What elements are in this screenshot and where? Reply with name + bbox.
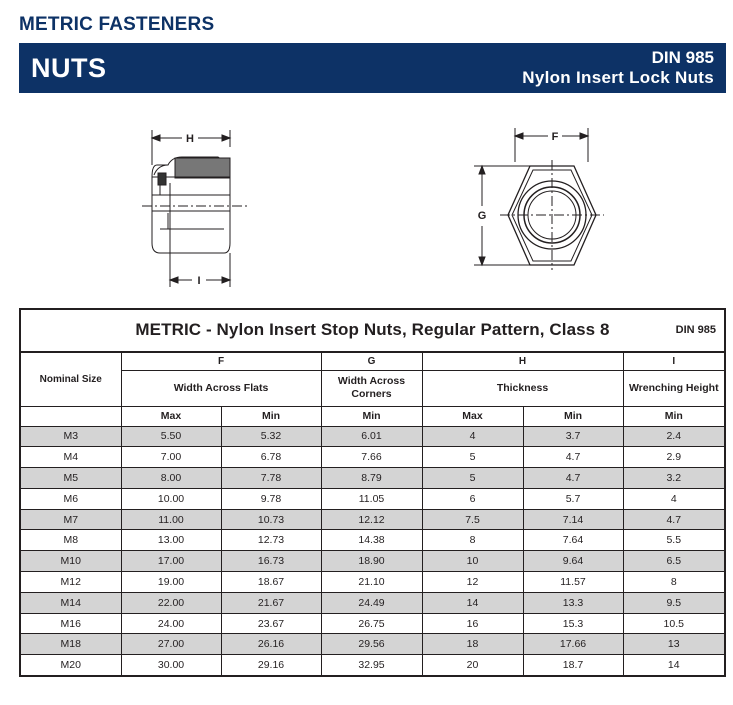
table-cell: 26.75 (321, 613, 422, 634)
table-cell: 24.00 (121, 613, 221, 634)
group-desc-width-across-corners: Width Across Corners (321, 370, 422, 406)
table-cell: 7.64 (523, 530, 623, 551)
table-cell: 29.16 (221, 655, 321, 676)
table-row (20, 509, 725, 530)
nominal-size-cell: M12 (20, 572, 121, 593)
table-cell: 5 (422, 468, 523, 489)
nut-side-view-drawing (140, 125, 250, 290)
table-cell: 23.67 (221, 613, 321, 634)
table-cell: 18 (422, 634, 523, 655)
group-letter-f: F (121, 352, 321, 370)
table-cell: 30.00 (121, 655, 221, 676)
sub-header: Min (221, 406, 321, 426)
nominal-size-cell: M6 (20, 488, 121, 509)
table-title: METRIC - Nylon Insert Stop Nuts, Regular Pattern, Class 8 (135, 320, 610, 339)
sub-header: Min (321, 406, 422, 426)
table-cell: 8.79 (321, 468, 422, 489)
table-cell: 29.56 (321, 634, 422, 655)
title-banner (19, 43, 726, 93)
nominal-size-cell: M14 (20, 592, 121, 613)
nominal-size-cell: M16 (20, 613, 121, 634)
group-desc-wrenching-height: Wrenching Height (623, 370, 725, 406)
table-row (20, 613, 725, 634)
table-cell: 32.95 (321, 655, 422, 676)
group-desc-thickness: Thickness (422, 370, 623, 406)
table-cell: 18.67 (221, 572, 321, 593)
table-row (20, 551, 725, 572)
table-cell: 18.90 (321, 551, 422, 572)
table-cell: 22.00 (121, 592, 221, 613)
table-cell: 16 (422, 613, 523, 634)
table-cell: 4 (623, 488, 725, 509)
group-letter-i: I (623, 352, 725, 370)
table-cell: 17.00 (121, 551, 221, 572)
sub-header-blank (20, 406, 121, 426)
sub-header: Max (121, 406, 221, 426)
dim-label-g: G (477, 210, 487, 222)
table-cell: 10 (422, 551, 523, 572)
table-cell: 4 (422, 426, 523, 447)
table-cell: 7.66 (321, 447, 422, 468)
table-body (20, 426, 725, 676)
table-cell: 20 (422, 655, 523, 676)
table-cell: 3.7 (523, 426, 623, 447)
group-desc-width-across-flats: Width Across Flats (121, 370, 321, 406)
table-row (20, 488, 725, 509)
table-cell: 21.67 (221, 592, 321, 613)
banner-right (522, 48, 714, 88)
table-cell: 11.57 (523, 572, 623, 593)
nominal-size-cell: M4 (20, 447, 121, 468)
table-cell: 4.7 (623, 509, 725, 530)
dimensions-table (19, 308, 726, 677)
nominal-size-cell: M5 (20, 468, 121, 489)
nominal-size-cell: M3 (20, 426, 121, 447)
table-cell: 24.49 (321, 592, 422, 613)
table-cell: 7.5 (422, 509, 523, 530)
nominal-size-cell: M8 (20, 530, 121, 551)
table-cell: 5.50 (121, 426, 221, 447)
table-standard: DIN 985 (675, 324, 717, 336)
table-cell: 13.3 (523, 592, 623, 613)
table-cell: 8 (422, 530, 523, 551)
sub-header: Min (623, 406, 725, 426)
table-cell: 16.73 (221, 551, 321, 572)
table-cell: 8.00 (121, 468, 221, 489)
table-cell: 5.7 (523, 488, 623, 509)
table-cell: 12 (422, 572, 523, 593)
nominal-size-cell: M7 (20, 509, 121, 530)
table-cell: 14.38 (321, 530, 422, 551)
table-cell: 19.00 (121, 572, 221, 593)
table-cell: 6.78 (221, 447, 321, 468)
nut-top-view-drawing (470, 122, 620, 272)
table-row (20, 468, 725, 489)
table-cell: 11.00 (121, 509, 221, 530)
sub-header: Min (523, 406, 623, 426)
dim-label-f: F (551, 131, 559, 143)
table-cell: 27.00 (121, 634, 221, 655)
table-cell: 15.3 (523, 613, 623, 634)
table-row (20, 592, 725, 613)
table-cell: 13 (623, 634, 725, 655)
table-cell: 10.73 (221, 509, 321, 530)
table-cell: 18.7 (523, 655, 623, 676)
table-cell: 9.64 (523, 551, 623, 572)
table-cell: 9.5 (623, 592, 725, 613)
table-cell: 2.9 (623, 447, 725, 468)
table-cell: 14 (422, 592, 523, 613)
nominal-size-cell: M10 (20, 551, 121, 572)
table-cell: 10.00 (121, 488, 221, 509)
table-cell: 4.7 (523, 447, 623, 468)
table-row (20, 426, 725, 447)
table-cell: 21.10 (321, 572, 422, 593)
banner-title: NUTS (31, 53, 107, 83)
table-cell: 13.00 (121, 530, 221, 551)
table-row (20, 655, 725, 676)
table-cell: 7.78 (221, 468, 321, 489)
page-category-heading: METRIC FASTENERS (19, 14, 215, 35)
table-cell: 3.2 (623, 468, 725, 489)
table-cell: 7.00 (121, 447, 221, 468)
table-row (20, 530, 725, 551)
table-cell: 12.73 (221, 530, 321, 551)
table-cell: 10.5 (623, 613, 725, 634)
dim-label-h: H (186, 133, 194, 145)
table-cell: 2.4 (623, 426, 725, 447)
banner-subtitle: Nylon Insert Lock Nuts (522, 68, 714, 87)
table-cell: 12.12 (321, 509, 422, 530)
table-row (20, 447, 725, 468)
table-cell: 26.16 (221, 634, 321, 655)
sub-header: Max (422, 406, 523, 426)
group-letter-h: H (422, 352, 623, 370)
table-cell: 8 (623, 572, 725, 593)
table-cell: 6.01 (321, 426, 422, 447)
table-cell: 7.14 (523, 509, 623, 530)
nominal-size-cell: M18 (20, 634, 121, 655)
table-row (20, 572, 725, 593)
nominal-size-header: Nominal Size (20, 352, 121, 406)
table-title-cell (20, 309, 725, 352)
table-cell: 5 (422, 447, 523, 468)
table-cell: 9.78 (221, 488, 321, 509)
table-cell: 6 (422, 488, 523, 509)
table-cell: 5.32 (221, 426, 321, 447)
table-cell: 17.66 (523, 634, 623, 655)
table-row (20, 634, 725, 655)
banner-standard: DIN 985 (651, 48, 714, 67)
table-cell: 14 (623, 655, 725, 676)
table-cell: 6.5 (623, 551, 725, 572)
table-cell: 11.05 (321, 488, 422, 509)
table-cell: 5.5 (623, 530, 725, 551)
group-letter-g: G (321, 352, 422, 370)
nominal-size-cell: M20 (20, 655, 121, 676)
dim-label-i: I (197, 275, 201, 287)
table-cell: 4.7 (523, 468, 623, 489)
